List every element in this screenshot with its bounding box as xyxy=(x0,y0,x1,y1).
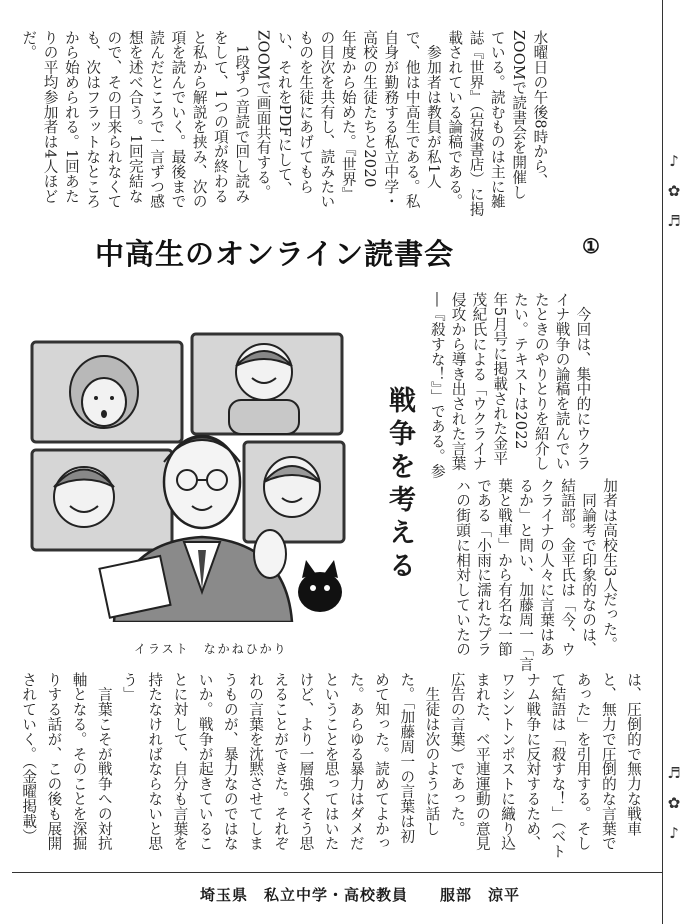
article-body-bottom: は、圧倒的で無力な戦車 と、無力で圧倒的な言葉で あった」を引用する。そし て結語は「殺すな！」（ベト ナム戦争に反対するため、 ワシントンポストに織り込 まれた、ベ平連運動の意見 広告の言葉）であった。 生徒は次のように話し た。「加藤周一の言葉は初 めて知った。読めてよかっ た。あらゆる暴力はダメだ ということを思ってはいた けど、より一層強くそう思 えることができた。それぞ れの言葉を沈黙させてしま うものが、暴力なのではな いか。戦争が起きているこ とに対して、自分も言葉を 持たなければならないと思 う」 言葉こそが戦争への対抗 軸となる。そのことを深掘 りする話が、この後も展開 されていく。（金曜掲載） xyxy=(20,672,643,859)
music-notes-icon: ♬ xyxy=(667,212,681,230)
music-note-icon: ♪ xyxy=(669,152,679,170)
right-border xyxy=(662,0,663,924)
flower-icon: ✿ xyxy=(667,182,681,200)
illustration-online-meeting xyxy=(24,322,354,622)
article-title: 中高生のオンライン読書会 xyxy=(95,237,455,271)
article-title-number: ① xyxy=(582,234,600,258)
flower-icon-bottom: ✿ xyxy=(667,794,681,812)
illustration-caption: イラスト なかねひかり xyxy=(134,642,288,656)
music-notes-icon-bottom: ♬ xyxy=(667,764,681,782)
article-byline: 埼玉県 私立中学・高校教員 服部 涼平 xyxy=(200,886,521,904)
article-body-top: 水曜日の午後8時から、 ZOOMで読書会を開催し ている。読むものは主に雑 誌『世界』（岩波書店）に掲 載されている論稿である。 参加者は教員が私1人 で、他は中高生である。私 自身が勤務する私立中学・ 高校の生徒たちと2020 年度から始めた。『世界』 の目次を共有し、読みたい ものを生徒にあげてもら い、それをPDFにして、 ZOOMで画面共有する。 1段ずつ音読で回し読み をして、1つの項が終わる と私から解説を挟み、次の 項を読んでいく。最後まで 読んだところで一言ずつ感 想を述べ合う。1回完結な ので、その日来られなくて も、次はフラットなところ から始められる。1回あた りの平均参加者は4人ほど だ。 xyxy=(20,30,549,217)
byline-rule xyxy=(12,872,662,873)
article-body-middle-continued: 加者は高校生3人だった。 同論考で印象的なのは、 結語部。金平氏は「今、ウ クライナの人々に言葉はあ るか」と問い、加藤周一「言 葉と戦車」から有名な一節 である「小雨に濡れたプラ ハの街頭に相対していたの xyxy=(454,478,618,672)
article-subtitle: 戦争を考える xyxy=(384,386,415,584)
music-note-icon-bottom: ♪ xyxy=(669,824,679,842)
article-body-middle-1: 今回は、集中的にウクラ イナ戦争の論稿を読んでい たときのやりとりを紹介し たい。テキストは2022 年5月号に掲載された金平 茂紀氏による「ウクライナ 侵攻から導き出された言葉 ―『殺すな！』」である。参 xyxy=(428,292,592,479)
